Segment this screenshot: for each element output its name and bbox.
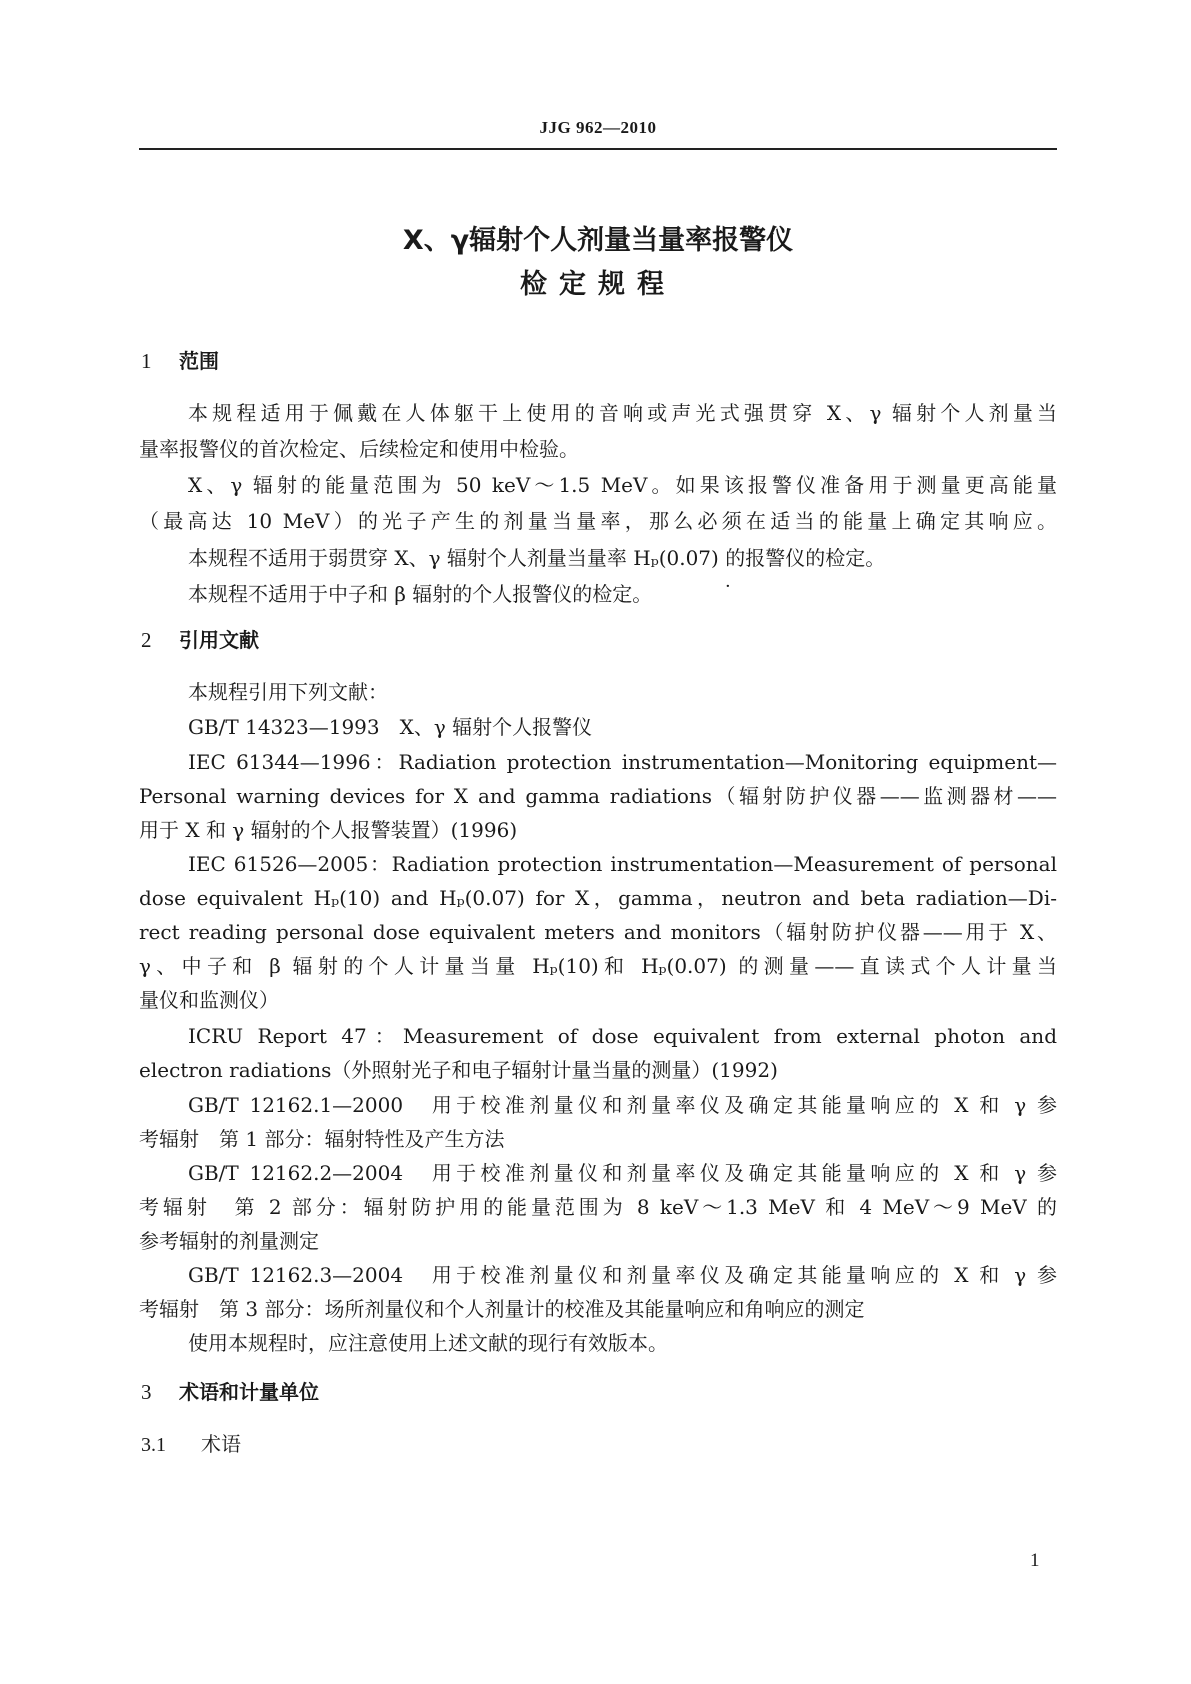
- paragraph-line: 本规程不适用于中子和 β 辐射的个人报警仪的检定。: [188, 582, 653, 606]
- section-title: 术语和计量单位: [179, 1380, 319, 1404]
- reference-line: 量仪和监测仪）: [139, 988, 279, 1012]
- section-3-heading: [141, 1376, 319, 1405]
- reference-line: 考辐射 第 1 部分：辐射特性及产生方法: [139, 1127, 505, 1151]
- title-line-2: 检定规程: [520, 269, 676, 300]
- dot-accent: ·: [725, 576, 731, 597]
- reference-line: GB/T 12162.3—2004 用于校准剂量仪和剂量率仪及确定其能量响应的 X 和 γ 参: [188, 1263, 1057, 1287]
- reference-line: 用于 X 和 γ 辐射的个人报警装置）(1996): [139, 818, 518, 842]
- reference-line: 考辐射 第 2 部分：辐射防护用的能量范围为 8 keV～1.3 MeV 和 4 MeV～9 MeV 的: [139, 1195, 1057, 1219]
- reference-line: IEC 61526—2005：Radiation protection instrumentation—Measurement of personal: [188, 852, 1057, 876]
- reference-line: IEC 61344—1996：Radiation protection instrumentation—Monitoring equipment—: [188, 750, 1057, 774]
- paragraph-line: X、γ 辐射的能量范围为 50 keV～1.5 MeV。如果该报警仪准备用于测量更高能量: [188, 473, 1057, 497]
- reference-line: rect reading personal dose equivalent meters and monitors（辐射防护仪器——用于 X、: [139, 920, 1057, 944]
- section-title: 范围: [179, 349, 219, 373]
- reference-line: electron radiations（外照射光子和电子辐射计量当量的测量）(1992): [139, 1058, 778, 1082]
- section-1-heading: [141, 345, 219, 374]
- paragraph-line: 使用本规程时，应注意使用上述文献的现行有效版本。: [188, 1331, 668, 1355]
- paragraph-line: 本规程不适用于弱贯穿 X、γ 辐射个人剂量当量率 Hₚ(0.07) 的报警仪的检定。: [188, 546, 886, 570]
- reference-line: GB/T 12162.1—2000 用于校准剂量仪和剂量率仪及确定其能量响应的 X 和 γ 参: [188, 1093, 1057, 1117]
- reference-line: γ、中子和 β 辐射的个人计量当量 Hₚ(10)和 Hₚ(0.07) 的测量——直读式个人计量当: [139, 954, 1057, 978]
- paragraph-line: 本规程引用下列文献：: [188, 680, 388, 704]
- paragraph-line: 本规程适用于佩戴在人体躯干上使用的音响或声光式强贯穿 X、γ 辐射个人剂量当: [188, 401, 1057, 425]
- subsection-3-1-heading: [141, 1428, 241, 1457]
- page-number: 1: [1030, 1550, 1040, 1571]
- reference-line: GB/T 14323—1993 X、γ 辐射个人报警仪: [188, 715, 593, 739]
- subsection-title: 术语: [201, 1432, 241, 1456]
- section-number: 3: [141, 1380, 152, 1404]
- reference-line: GB/T 12162.2—2004 用于校准剂量仪和剂量率仪及确定其能量响应的 X 和 γ 参: [188, 1161, 1057, 1185]
- section-number: 2: [141, 628, 152, 652]
- section-2-heading: [141, 624, 259, 653]
- paragraph-line: 量率报警仪的首次检定、后续检定和使用中检验。: [139, 437, 579, 461]
- reference-line: 考辐射 第 3 部分：场所剂量仪和个人剂量计的校准及其能量响应和角响应的测定: [139, 1297, 865, 1321]
- document-code-header: JJG 962—2010: [539, 118, 657, 137]
- subsection-number: 3.1: [141, 1434, 166, 1456]
- header-rule: [139, 148, 1057, 150]
- section-title: 引用文献: [179, 628, 259, 652]
- reference-line: Personal warning devices for X and gamma radiations（辐射防护仪器——监测器材——: [139, 784, 1057, 808]
- reference-line: 参考辐射的剂量测定: [139, 1229, 319, 1253]
- title-line-1: X、γ辐射个人剂量当量率报警仪: [402, 225, 794, 256]
- paragraph-line: （最高达 10 MeV）的光子产生的剂量当量率，那么必须在适当的能量上确定其响应。: [139, 509, 1057, 533]
- section-number: 1: [141, 349, 152, 373]
- reference-line: ICRU Report 47：Measurement of dose equivalent from external photon and: [188, 1024, 1057, 1048]
- reference-line: dose equivalent Hₚ(10) and Hₚ(0.07) for X，gamma，neutron and beta radiation—Di-: [139, 886, 1057, 910]
